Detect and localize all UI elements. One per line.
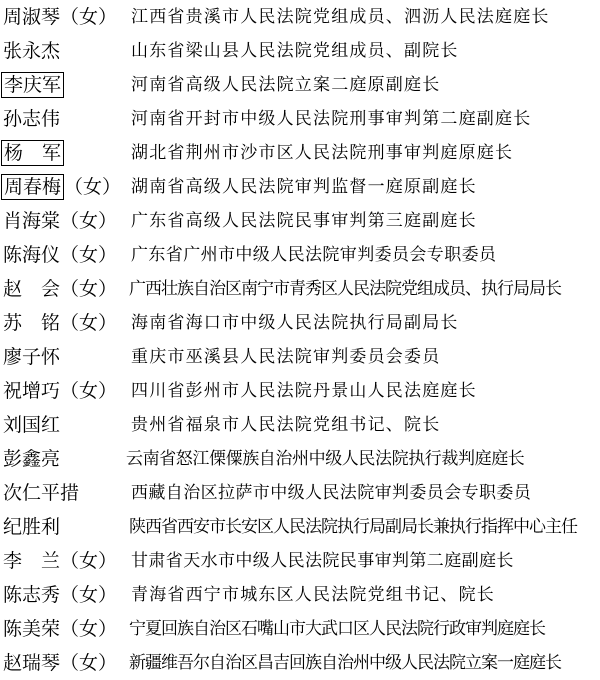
person-title: 湖南省高级人民法院审判监督一庭原副庭长	[131, 177, 477, 197]
list-item	[0, 306, 600, 340]
person-name: 陈美荣	[3, 618, 61, 640]
female-marker: （女）	[64, 176, 122, 198]
person-title: 云南省怒江傈僳族自治州中级人民法院执行裁判庭庭长	[126, 449, 525, 469]
female-marker: （女）	[60, 244, 118, 266]
person-name: 张永杰	[3, 40, 61, 62]
person-title: 广东省高级人民法院民事审判第三庭副庭长	[131, 211, 477, 231]
list-item	[0, 442, 600, 476]
person-name: 赵 会	[3, 278, 61, 300]
list-item	[0, 68, 600, 102]
person-title: 甘肃省天水市中级人民法院民事审判第二庭副庭长	[131, 551, 514, 571]
list-item	[0, 170, 600, 204]
person-title: 青海省西宁市城东区人民法院党组书记、院长	[131, 585, 495, 605]
person-name: 纪胜利	[3, 516, 61, 538]
female-marker: （女）	[60, 550, 118, 572]
list-item	[0, 238, 600, 272]
person-name: 肖海棠	[3, 210, 61, 232]
person-name: 次仁平措	[3, 482, 80, 504]
person-title: 广西壮族自治区南宁市青秀区人民法院党组成员、执行局局长	[129, 279, 561, 299]
list-item	[0, 646, 600, 680]
list-item	[0, 272, 600, 306]
person-title: 陕西省西安市长安区人民法院执行局副局长兼执行指挥中心主任	[129, 517, 577, 537]
person-name: 苏 铭	[3, 312, 61, 334]
list-item	[0, 136, 600, 170]
list-item	[0, 34, 600, 68]
person-title: 广东省广州市中级人民法院审判委员会专职委员	[131, 245, 497, 265]
female-marker: （女）	[60, 6, 118, 28]
person-name: 刘国红	[3, 414, 61, 436]
person-title: 海南省海口市中级人民法院执行局副局长	[131, 313, 459, 333]
list-item	[0, 578, 600, 612]
person-title: 山东省梁山县人民法院党组成员、副院长	[131, 41, 459, 61]
person-title: 西藏自治区拉萨市中级人民法院审判委员会专职委员	[131, 483, 532, 503]
person-name: 彭鑫亮	[3, 448, 61, 470]
list-item	[0, 544, 600, 578]
female-marker: （女）	[60, 618, 118, 640]
person-title: 江西省贵溪市人民法院党组成员、泗沥人民法庭庭长	[131, 7, 550, 27]
person-name: 祝增巧	[3, 380, 61, 402]
person-name: 陈海仪	[3, 244, 61, 266]
list-item	[0, 204, 600, 238]
person-name: 陈志秀	[3, 584, 61, 606]
person-title: 四川省彭州市人民法院丹景山人民法庭庭长	[131, 381, 477, 401]
person-title: 湖北省荆州市沙市区人民法院刑事审判庭原庭长	[131, 143, 514, 163]
person-title: 重庆市巫溪县人民法院审判委员会委员	[131, 347, 441, 367]
person-name: 廖子怀	[3, 346, 61, 368]
list-item	[0, 0, 600, 34]
female-marker: （女）	[60, 652, 118, 674]
female-marker: （女）	[60, 210, 118, 232]
female-marker: （女）	[60, 380, 118, 402]
person-title: 河南省开封市中级人民法院刑事审判第二庭副庭长	[131, 109, 532, 129]
person-name: 周春梅	[1, 174, 64, 200]
person-name: 孙志伟	[3, 108, 61, 130]
person-title: 新疆维吾尔自治区昌吉回族自治州中级人民法院立案一庭庭长	[129, 653, 561, 673]
person-title: 河南省高级人民法院立案二庭原副庭长	[131, 75, 441, 95]
list-item	[0, 340, 600, 374]
list-item	[0, 102, 600, 136]
female-marker: （女）	[60, 584, 118, 606]
list-item	[0, 612, 600, 646]
list-item	[0, 510, 600, 544]
person-title: 宁夏回族自治区石嘴山市大武口区人民法院行政审判庭庭长	[129, 619, 545, 639]
person-name: 周淑琴	[3, 6, 61, 28]
person-name: 李 兰	[3, 550, 61, 572]
list-item	[0, 476, 600, 510]
list-item	[0, 408, 600, 442]
person-title: 贵州省福泉市人民法院党组书记、院长	[131, 415, 441, 435]
person-name: 赵瑞琴	[3, 652, 61, 674]
person-name: 李庆军	[1, 72, 64, 98]
list-item	[0, 374, 600, 408]
person-name: 杨 军	[1, 140, 64, 166]
female-marker: （女）	[60, 278, 118, 300]
female-marker: （女）	[60, 312, 118, 334]
